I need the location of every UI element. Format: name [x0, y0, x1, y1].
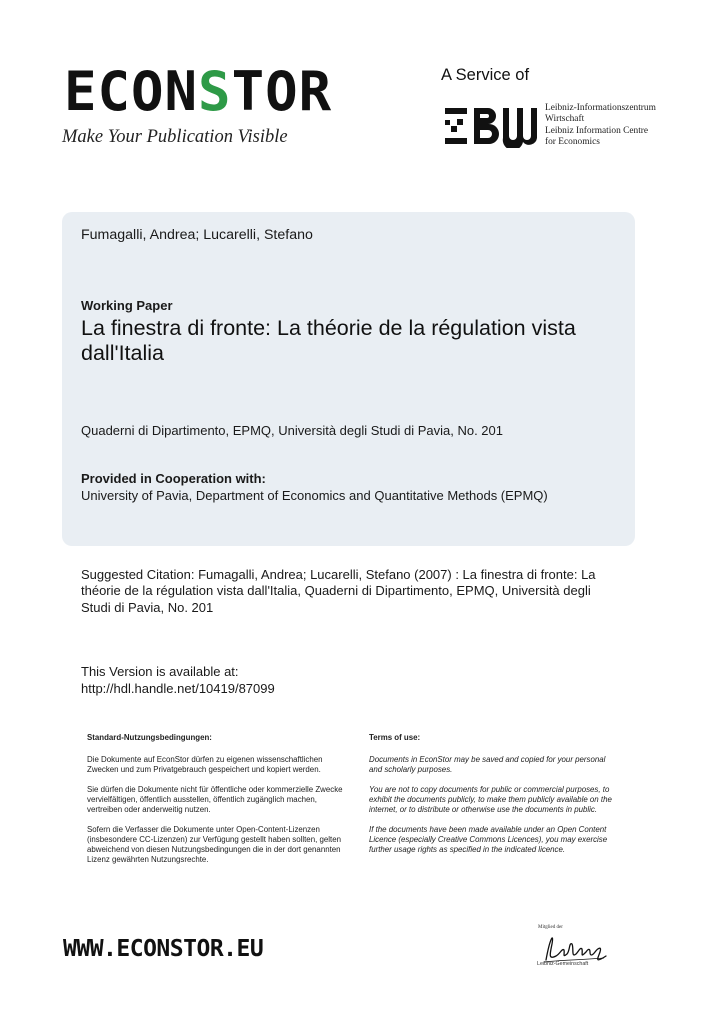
terms-english-heading: Terms of use:	[369, 733, 421, 742]
cooperation-institution: University of Pavia, Department of Economics and Quantitative Methods (EPMQ)	[81, 488, 548, 503]
handle-link[interactable]: http://hdl.handle.net/10419/87099	[81, 681, 275, 696]
zbw-name-line: for Economics	[545, 137, 600, 148]
econstor-logo: ECONSTOR	[64, 60, 333, 123]
tagline: Make Your Publication Visible	[62, 127, 288, 147]
terms-english	[369, 733, 619, 865]
zbw-name-line: Leibniz-Informationszentrum	[545, 103, 656, 113]
zbw-logo	[443, 104, 539, 148]
service-label: A Service of	[441, 66, 530, 84]
document-type: Working Paper	[81, 298, 173, 313]
cooperation-heading: Provided in Cooperation with:	[81, 471, 266, 486]
terms-german-heading: Standard-Nutzungsbedingungen:	[87, 733, 212, 742]
terms-english-paragraph: Documents in EconStor may be saved and copied for your personal and scholarly purposes.	[369, 755, 606, 774]
terms-english-paragraph: If the documents have been made available under an Open Content Licence (especially Creative Commons Licences), you may exercise further usage rights as specified in the indicated licence.	[369, 825, 608, 854]
suggested-citation: Suggested Citation: Fumagalli, Andrea; Lucarelli, Stefano (2007) : La finestra di fronte: La théorie de la régulation vista dall'Italia, Quaderni di Dipartimento, EPMQ, Università degli Studi di Pavia, No. 201	[81, 567, 596, 615]
zbw-name	[545, 103, 656, 149]
terms-german-paragraph: Die Dokumente auf EconStor dürfen zu eigenen wissenschaftlichen Zwecken und zum Privatgebrauch gespeichert und kopiert werden.	[87, 755, 323, 774]
zbw-name-line: Wirtschaft	[545, 114, 585, 125]
series-info: Quaderni di Dipartimento, EPMQ, Università degli Studi di Pavia, No. 201	[81, 423, 503, 438]
terms-english-paragraph: You are not to copy documents for public or commercial purposes, to exhibit the documents publicly, to make them publicly available on the internet, or to distribute or otherwise use the documents in public.	[369, 785, 612, 814]
zbw-name-line: Leibniz Information Centre	[545, 125, 649, 136]
terms-german-paragraph: Sie dürfen die Dokumente nicht für öffentliche oder kommerzielle Zwecke vervielfältigen, öffentlich ausstellen, öffentlich zugänglich machen, vertreiben oder anderweitig nutzen.	[87, 785, 343, 814]
version-label: This Version is available at:	[81, 664, 239, 679]
website-link[interactable]: WWW.ECONSTOR.EU	[63, 936, 264, 962]
leibniz-association-label: Leibniz-Gemeinschaft	[537, 961, 589, 967]
member-label: Mitglied der	[538, 925, 563, 930]
authors: Fumagalli, Andrea; Lucarelli, Stefano	[81, 227, 313, 243]
terms-german-paragraph: Sofern die Verfasser die Dokumente unter Open-Content-Lizenzen (insbesondere CC-Lizenzen) zur Verfügung gestellt haben sollten, gelten abweichend von diesen Nutzungsbedingungen die in der dort genannten Lizenz gewährten Nutzungsrechte.	[87, 825, 341, 864]
terms-german	[87, 733, 349, 875]
document-title: La finestra di fronte: La théorie de la régulation vista dall'Italia	[81, 316, 576, 365]
